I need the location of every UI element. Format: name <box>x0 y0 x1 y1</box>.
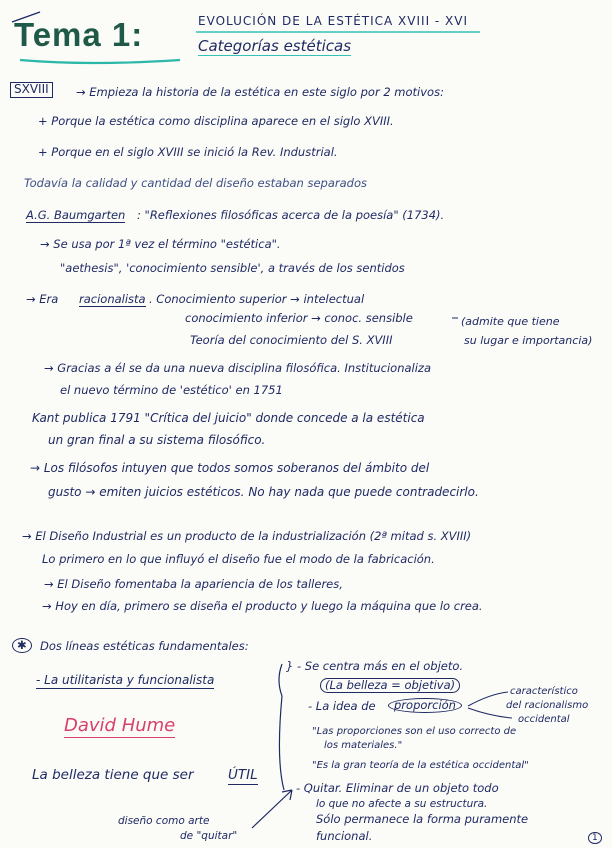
utilitarista-funcionalista: - La utilitarista y funcionalista <box>36 673 215 687</box>
belleza-objetiva: (La belleza = objetiva) <box>320 678 460 693</box>
note-separated: Todavía la calidad y cantidad del diseño estaban separados <box>24 176 367 190</box>
page-title: Tema 1: <box>14 16 144 53</box>
quitar-line-3: Sólo permanece la forma puramente <box>316 812 529 826</box>
first-use-term: → Se usa por 1ª vez el término "estética". <box>40 237 281 251</box>
util-word: ÚTIL <box>228 767 258 783</box>
title-underline <box>20 60 180 63</box>
primero-influyo: Lo primero en lo que influyó el diseño fue el modo de la fabricación. <box>42 552 435 566</box>
quitar-line-2: lo que no afecte a su estructura. <box>316 798 488 810</box>
centra-objeto: } - Se centra más en el objeto. <box>286 659 464 673</box>
teoria-conocimiento: Teoría del conocimiento del S. XVIII <box>190 333 393 347</box>
quitar-line-4: funcional. <box>316 829 373 843</box>
header-subtitle-line2: Categorías estéticas <box>198 37 352 55</box>
diseno-industrial-line: → El Diseño Industrial es un producto de la industrialización (2ª mitad s. XVIII) <box>22 529 472 543</box>
fomentaba-talleres: → El Diseño fomentaba la apariencia de los talleres, <box>44 577 343 591</box>
era-label: → Era <box>26 292 59 306</box>
nueva-disciplina: → Gracias a él se da una nueva disciplina filosófica. Institucionaliza <box>44 361 432 375</box>
proporcion-word: proporción <box>388 698 462 713</box>
proporciones-quote-1: "Las proporciones son el uso correcto de <box>312 726 517 737</box>
title-slash <box>12 12 40 22</box>
brace-proporcion <box>468 692 512 718</box>
header-subtitle-line1: EVOLUCIÓN DE LA ESTÉTICA XVIII - XVI <box>198 14 469 28</box>
caracteristico-1: característico <box>510 686 578 697</box>
star-marker: ✱ <box>12 638 32 653</box>
caracteristico-3: occidental <box>518 714 570 725</box>
admite-note-2: su lugar e importancia) <box>464 334 593 347</box>
racionalista-label: racionalista <box>79 292 146 306</box>
kant-line-1: Kant publica 1791 "Crítica del juicio" donde concede a la estética <box>32 411 425 425</box>
gran-teoria-quote: "Es la gran teoría de la estética occidental" <box>312 760 529 771</box>
diseno-como-arte: diseño como arte <box>118 815 210 827</box>
knowledge-superior: . Conocimiento superior → intelectual <box>149 292 365 306</box>
david-hume: David Hume <box>64 715 176 736</box>
quitar-line-1: - Quitar. Eliminar de un objeto todo <box>296 781 499 795</box>
filosofos-line-2: gusto → emiten juicios estéticos. No hay nada que puede contradecirlo. <box>48 485 479 499</box>
dos-lineas-heading: Dos líneas estéticas fundamentales: <box>40 639 249 653</box>
knowledge-inferior: conocimiento inferior → conoc. sensible <box>185 311 413 325</box>
filosofos-line-1: → Los filósofos intuyen que todos somos soberanos del ámbito del <box>30 461 430 475</box>
nuevo-termino: el nuevo término de 'estético' en 1751 <box>60 383 283 397</box>
idea-label: - La idea de <box>308 699 376 713</box>
proporciones-quote-2: los materiales." <box>324 740 403 751</box>
de-quitar: de "quitar" <box>180 830 238 842</box>
admite-note-1: (admite que tiene <box>461 315 560 328</box>
author-baumgarten: A.G. Baumgarten <box>26 208 126 222</box>
reason-2: + Porque en el siglo XVIII se inició la Rev. Industrial. <box>38 145 338 159</box>
belleza-util: La belleza tiene que ser <box>32 767 194 783</box>
intro-line: → Empieza la historia de la estética en este siglo por 2 motivos: <box>76 85 444 99</box>
baumgarten-work: : "Reflexiones filosóficas acerca de la poesía" (1734). <box>137 208 445 222</box>
arrow-to-quitar <box>252 790 292 828</box>
brace-right <box>279 664 284 790</box>
aethesis-line: "aethesis", 'conocimiento sensible', a través de los sentidos <box>60 261 405 275</box>
hoy-en-dia: → Hoy en día, primero se diseña el producto y luego la máquina que lo crea. <box>42 599 483 613</box>
page-number: 1 <box>588 832 602 844</box>
caracteristico-2: del racionalismo <box>506 700 589 711</box>
century-box: SXVIII <box>10 82 53 98</box>
kant-line-2: un gran final a su sistema filosófico. <box>48 433 266 447</box>
reason-1: + Porque la estética como disciplina aparece en el siglo XVIII. <box>38 114 394 128</box>
